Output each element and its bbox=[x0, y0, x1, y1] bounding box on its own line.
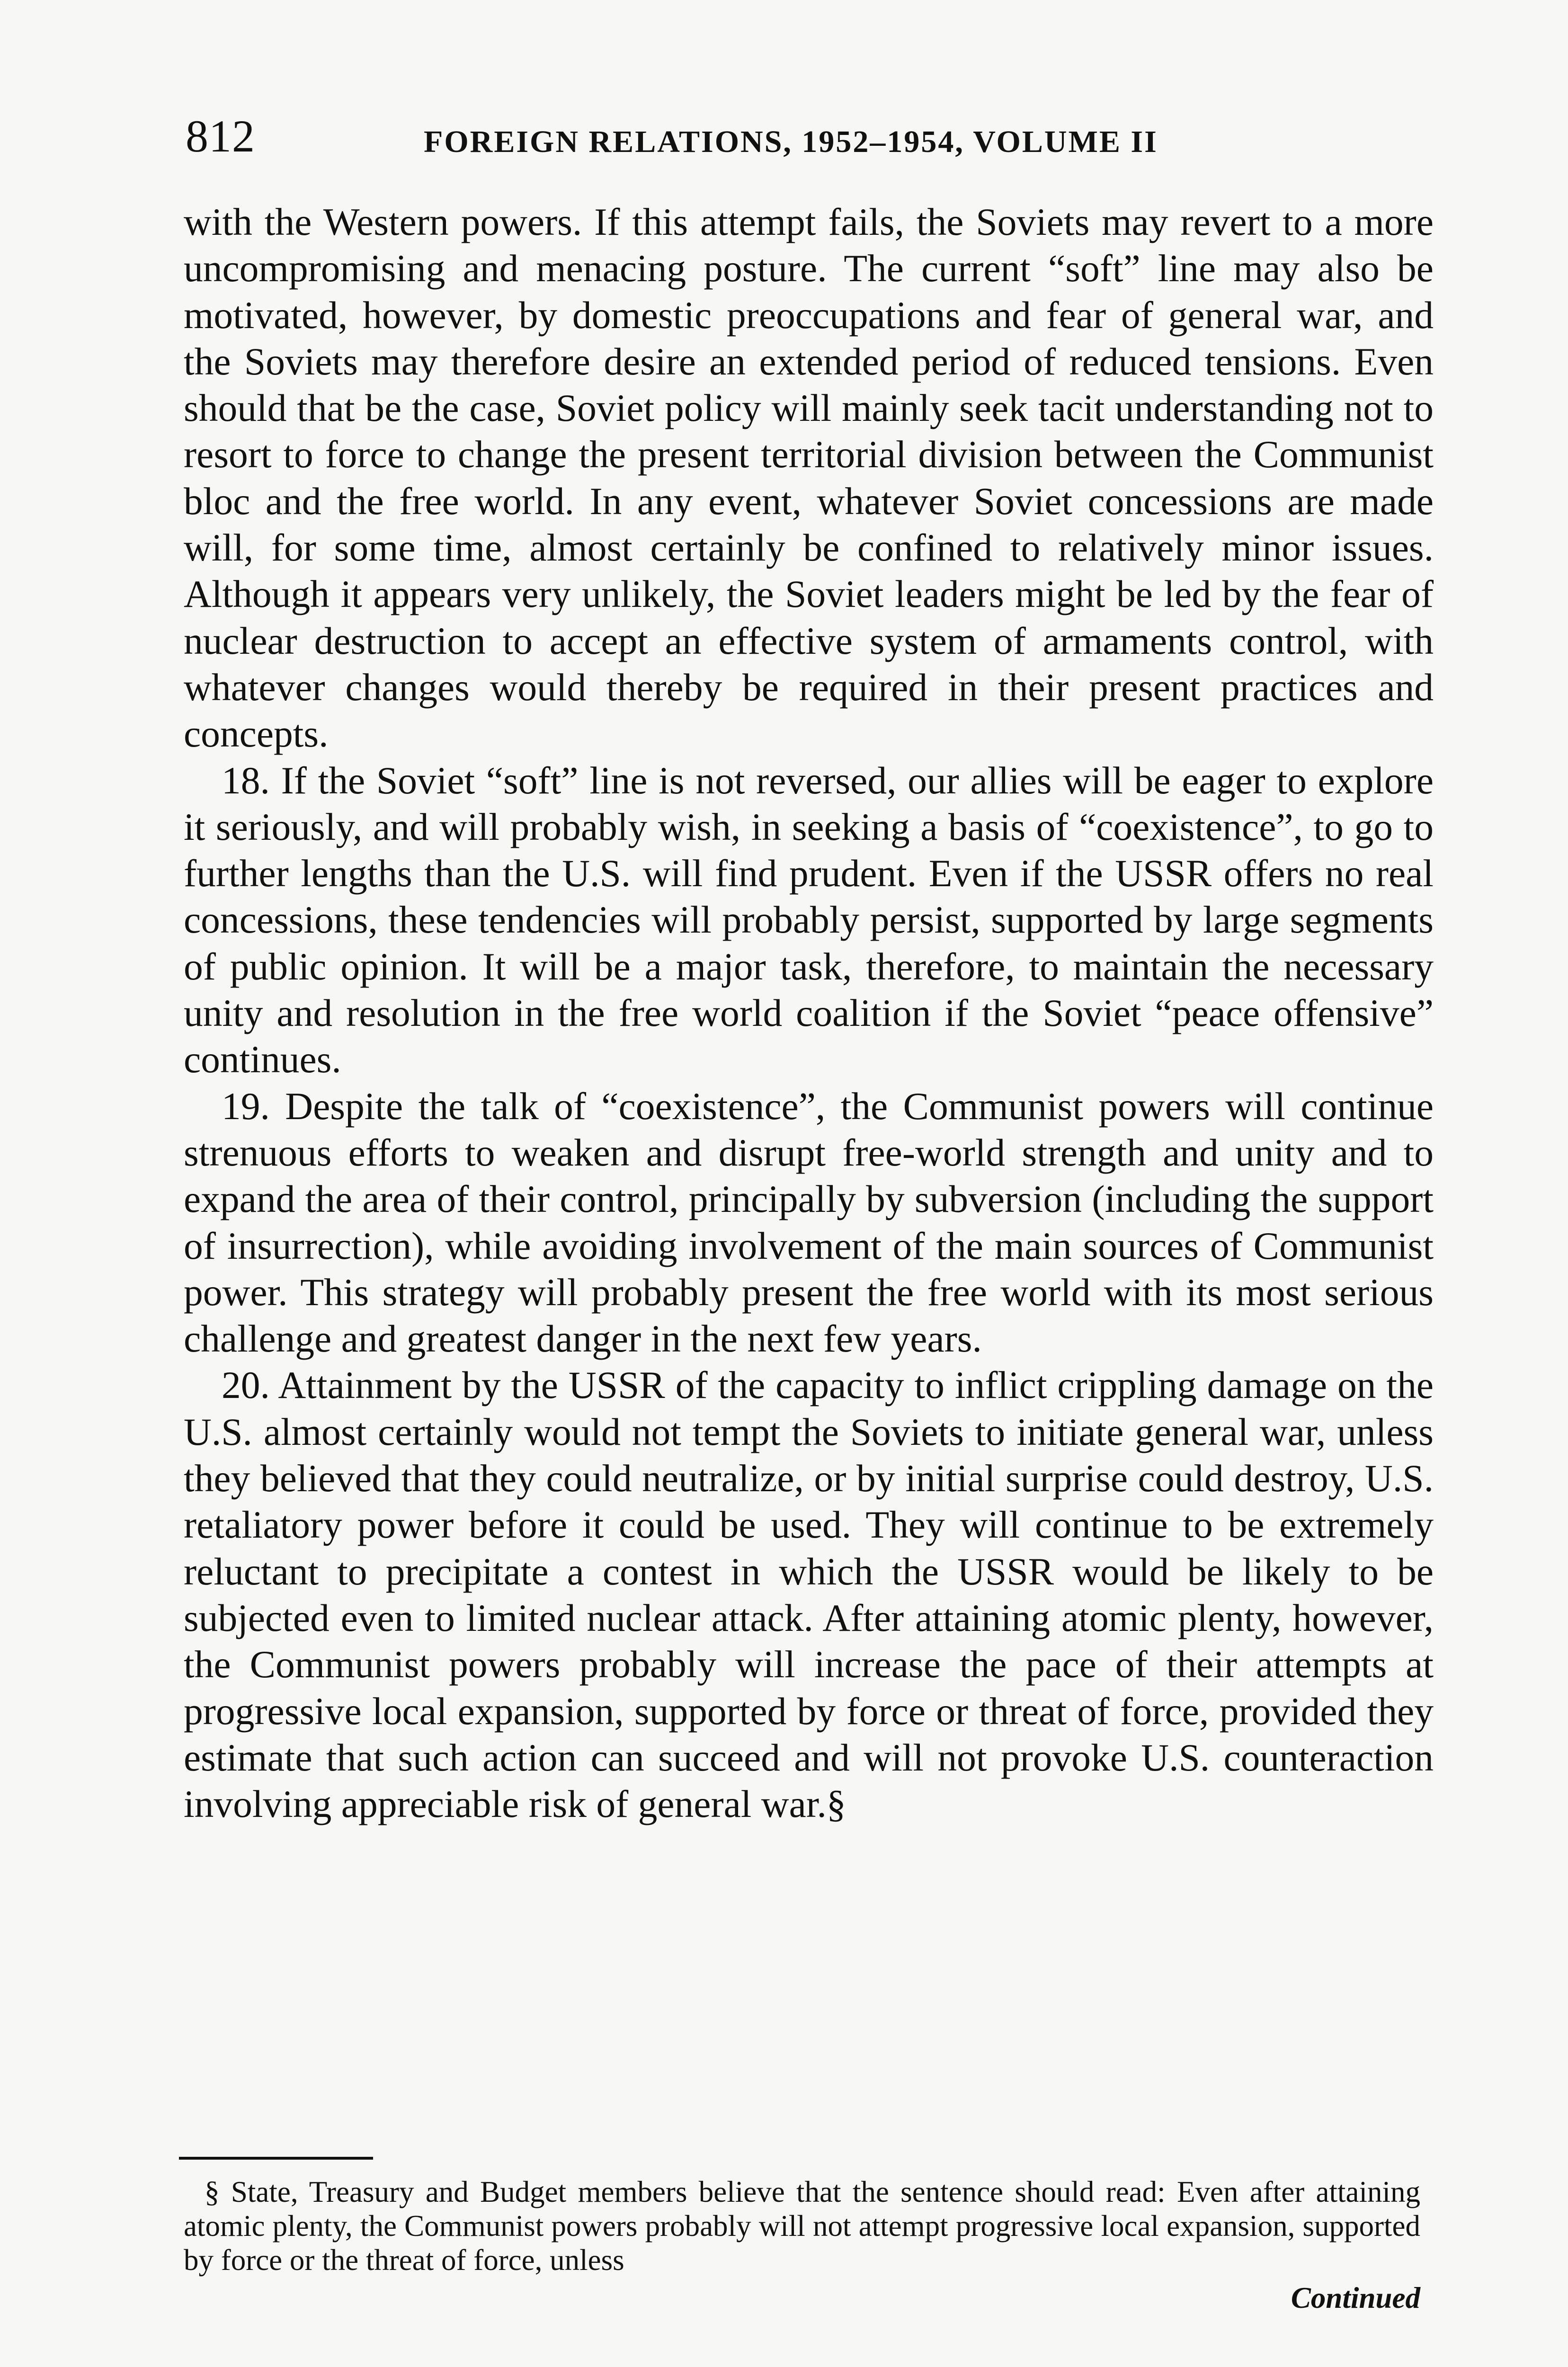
continued-label: Continued bbox=[1291, 2281, 1420, 2314]
running-head-title: FOREIGN RELATIONS, 1952–1954, VOLUME II bbox=[424, 125, 1158, 159]
running-head bbox=[186, 108, 1435, 165]
paragraph-20: 20. Attainment by the USSR of the capacity to inflict crippling damage on the U.S. almost certainly would not tempt the Soviets to initiate general war, unless they believed that they could neutralize, or by initial surprise could destroy, U.S. retaliatory power before it could be used. They will continue to be extremely reluctant to precipitate a contest in which the USSR would be likely to be subjected even to limited nuclear attack. After attaining atomic plenty, however, the Communist powers probably will increase the pace of their attempts at progressive local expansion, supported by force or threat of force, provided they estimate that such action can succeed and will not provoke U.S. counteraction involving appreciable risk of general war.§ bbox=[184, 1363, 1434, 1826]
paragraph-continued: with the Western powers. If this attempt fails, the Soviets may revert to a more uncompromising and menacing posture. The current “soft” line may also be motivated, however, by domestic preoccupations and fear of general war, and the Soviets may therefore desire an extended period of reduced tensions. Even should that be the case, Soviet policy will mainly seek tacit understanding not to resort to force to change the present territorial division between the Communist bloc and the free world. In any event, whatever Soviet concessions are made will, for some time, almost certainly be confined to relatively minor issues. Although it appears very unlikely, the Soviet leaders might be led by the fear of nuclear destruction to accept an effective system of armaments control, with whatever changes would thereby be required in their present practices and concepts. bbox=[184, 200, 1434, 756]
footnote-section-mark: § State, Treasury and Budget members believe that the sentence should read: Even after attaining atomic plenty, the Communist powers probably will not attempt progressive local expansion, supported by force or the threat of force, unless bbox=[184, 2175, 1420, 2277]
paragraph-18: 18. If the Soviet “soft” line is not reversed, our allies will be eager to explore it seriously, and will probably wish, in seeking a basis of “coexistence”, to go to further lengths than the U.S. will find prudent. Even if the USSR offers no real concessions, these tendencies will probably persist, supported by large segments of public opinion. It will be a major task, therefore, to maintain the necessary unity and resolution in the free world coalition if the Soviet “peace offensive” continues. bbox=[184, 758, 1434, 1081]
body-text bbox=[184, 199, 1434, 1827]
paragraph-19: 19. Despite the talk of “coexistence”, the Communist powers will continue strenuous efforts to weaken and disrupt free-world strength and unity and to expand the area of their control, principally by subversion (including the support of insurrection), while avoiding involvement of the main sources of Communist power. This strategy will probably present the free world with its most serious challenge and greatest danger in the next few years. bbox=[184, 1084, 1434, 1361]
footnotes bbox=[184, 2175, 1420, 2277]
footnote-divider bbox=[179, 2157, 373, 2160]
page-number: 812 bbox=[186, 111, 255, 161]
